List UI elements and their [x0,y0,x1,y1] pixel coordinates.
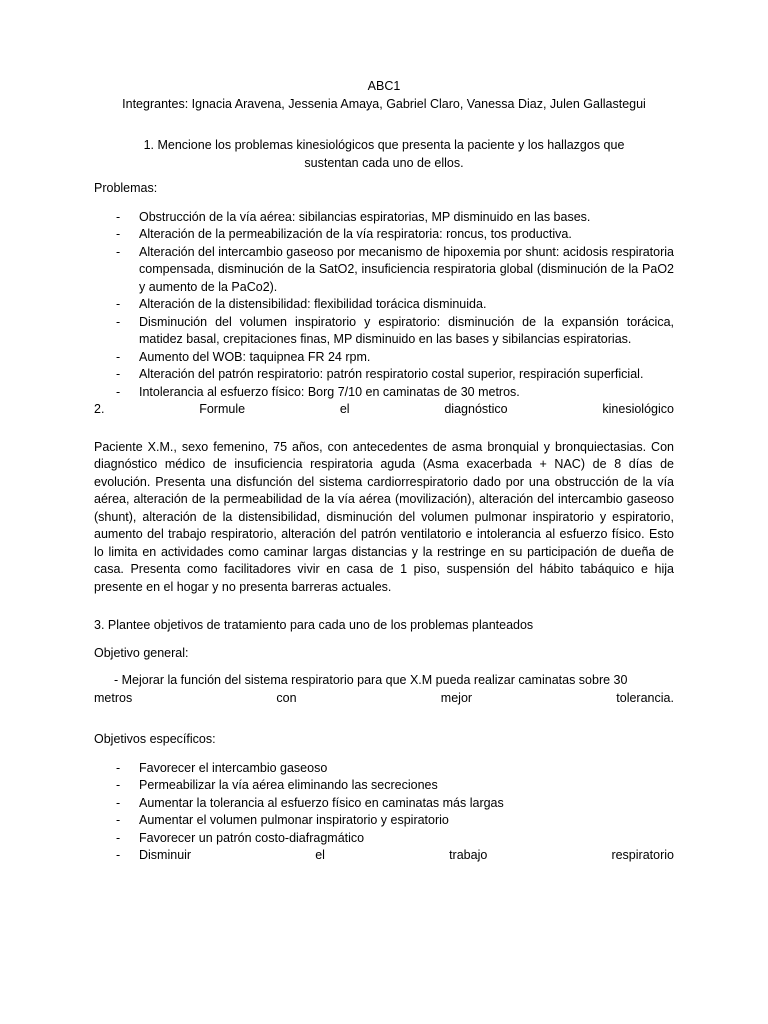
list-item [94,349,674,367]
problems-list [94,209,674,402]
problems-label: Problemas: [94,181,158,195]
bullet-dash: - [116,830,121,845]
specific-objectives-label: Objetivos específicos: [94,732,216,746]
problem-text: Obstrucción de la vía aérea: sibilancias espiratorias, MP disminuido en las bases. [139,209,591,224]
members-line: Integrantes: Ignacia Aravena, Jessenia Amaya, Gabriel Claro, Vanessa Diaz, Julen Gallastegui [122,96,646,111]
objective-text-spread [139,847,674,865]
general-objective-word: tolerancia. [616,690,674,705]
problem-text: Alteración del patrón respiratorio: patrón respiratorio costal superior, respiración superficial. [139,367,644,381]
general-objective-line-1: - Mejorar la función del sistema respiratorio para que X.M pueda realizar caminatas sobre 30 [114,673,628,687]
list-item [94,209,674,227]
question-2-word: kinesiológico [602,402,674,416]
bullet-dash: - [116,297,121,311]
question-2-word: diagnóstico [444,402,508,416]
bullet-dash: - [116,778,121,792]
bullet-dash: - [116,848,121,862]
bullet-dash: - [116,760,121,775]
list-item [94,777,674,795]
general-objective-word: mejor [440,690,473,705]
list-item [94,760,674,778]
question-1-line-1: 1. Mencione los problemas kinesiológicos que presenta la paciente y los hallazgos que [143,138,625,152]
objective-word: el [315,848,325,862]
objective-word: respiratorio [611,848,674,862]
general-objective-line-2 [94,690,674,708]
bullet-dash: - [116,813,121,827]
question-1 [94,137,674,172]
problem-text: Alteración de la distensibilidad: flexibilidad torácica disminuida. [139,297,487,311]
list-item [94,812,674,830]
bullet-dash: - [116,384,121,399]
objective-text: Favorecer el intercambio gaseoso [139,760,328,775]
general-objective-word: metros [94,690,133,705]
specific-objectives-list [94,760,674,865]
question-2-number: 2. [94,402,105,416]
objective-word: trabajo [449,848,488,862]
question-3: 3. Plantee objetivos de tratamiento para cada uno de los problemas planteados [94,618,534,632]
problem-text: Aumento del WOB: taquipnea FR 24 rpm. [139,349,371,364]
list-item [94,366,674,384]
list-item [94,384,674,402]
bullet-dash: - [116,244,121,259]
problem-text: Alteración de la permeabilización de la vía respiratoria: roncus, tos productiva. [139,227,572,241]
question-1-line-2: sustentan cada uno de ellos. [304,155,464,170]
list-item [94,226,674,244]
document-body [94,78,674,865]
list-item [94,244,674,297]
bullet-dash: - [116,349,121,364]
objective-word: Disminuir [139,848,192,862]
bullet-dash: - [116,795,121,810]
list-item [94,795,674,813]
general-objective-label: Objetivo general: [94,645,189,660]
list-item [94,830,674,848]
list-item [94,314,674,349]
question-2-word: Formule [199,402,246,416]
objective-text: Aumentar la tolerancia al esfuerzo físico en caminatas más largas [139,795,504,810]
problem-text: Alteración del intercambio gaseoso por mecanismo de hipoxemia por shunt: acidosis respiratoria compensada, disminución de la SatO2, insuficiencia respiratoria global (disminución de la PaO2 y aumento de la PaCo2). [139,244,674,294]
document-title: ABC1 [367,79,401,93]
diagnosis-paragraph: Paciente X.M., sexo femenino, 75 años, con antecedentes de asma bronquial y bronquiectasias. Con diagnóstico médico de insuficiencia respiratoria aguda (Asma exacerbada + NAC) de 8 días de evolución. Presenta una disfunción del sistema cardiorrespiratorio dado por una obstrucción de la vía aérea, alteración de la permeabilidad de la vía aérea (movilización), alteración del intercambio gaseoso (shunt), alteración de la distensibilidad, disminución del volumen pulmonar inspiratorio y espiratorio, aumento del trabajo respiratorio, alteración del patrón ventilatorio e intolerancia al esfuerzo físico. Esto lo limita en actividades como caminar largas distancias y la restringe en su participación de dueña de casa. Presenta como facilitadores vivir en casa de 1 piso, suspensión del hábito tabáquico e hija presente en el hogar y no presenta barreras actuales. [94,439,674,594]
bullet-dash: - [116,314,121,329]
problem-text: Disminución del volumen inspiratorio y espiratorio: disminución de la expansión torácica, matidez basal, crepitaciones finas, MP disminuido en las bases y sibilancias espiratorias. [139,314,674,346]
bullet-dash: - [116,209,121,224]
bullet-dash: - [116,227,121,241]
objective-text: Aumentar el volumen pulmonar inspiratorio y espiratorio [139,813,449,827]
problem-text: Intolerancia al esfuerzo físico: Borg 7/10 en caminatas de 30 metros. [139,384,520,399]
list-item [94,847,674,865]
question-2-word: el [339,402,350,416]
bullet-dash: - [116,367,121,381]
list-item [94,296,674,314]
objective-text: Favorecer un patrón costo-diafragmático [139,830,365,845]
objective-text: Permeabilizar la vía aérea eliminando las secreciones [139,778,438,792]
general-objective-word: con [276,690,297,705]
question-2 [94,401,674,419]
